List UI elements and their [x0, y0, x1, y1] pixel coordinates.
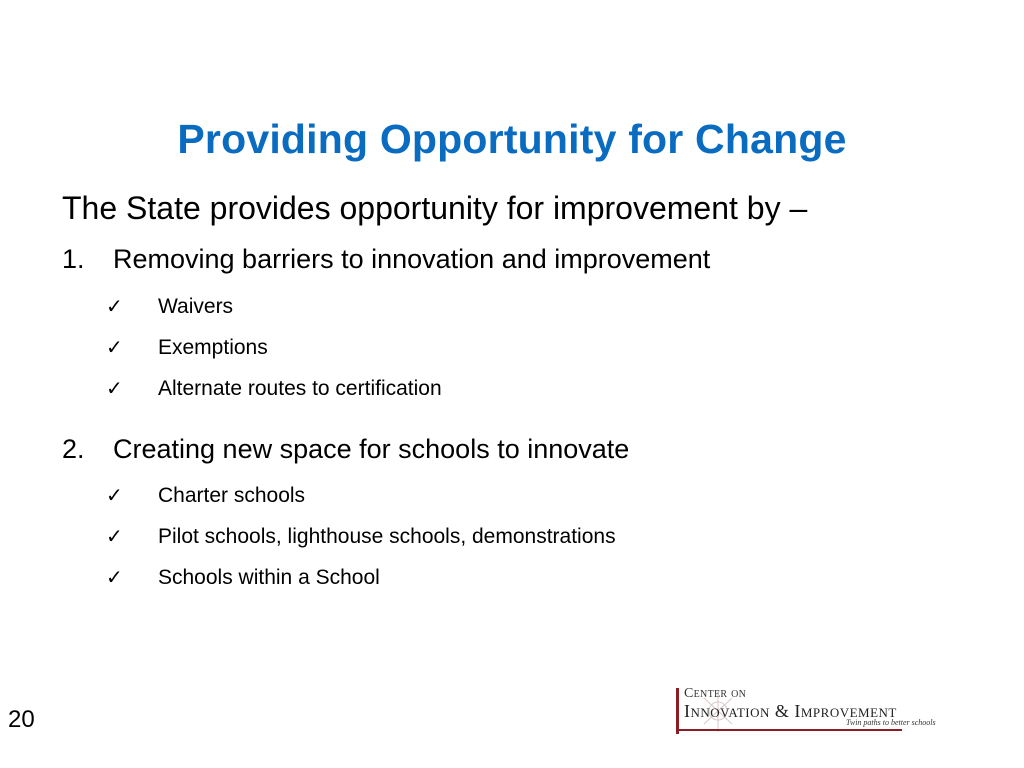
item-number: 2.: [62, 434, 85, 464]
checkmark-icon: ✓: [106, 376, 123, 400]
bullet-item: [106, 335, 268, 360]
center-logo: [670, 684, 950, 740]
checkmark-icon: ✓: [106, 483, 123, 507]
logo-underline: [676, 729, 902, 731]
logo-tagline: Twin paths to better schools: [846, 718, 936, 727]
bullet-item: [106, 483, 305, 508]
bullet-text: Exemptions: [158, 336, 268, 359]
item-heading: Removing barriers to innovation and improvement: [113, 244, 711, 274]
checkmark-icon: ✓: [106, 565, 123, 589]
checkmark-icon: ✓: [106, 294, 123, 318]
bullet-text: Alternate routes to certification: [158, 377, 442, 400]
numbered-item-2: [62, 434, 629, 465]
item-heading: Creating new space for schools to innovate: [113, 434, 630, 464]
intro-text: The State provides opportunity for improvement by –: [62, 190, 808, 226]
bullet-text: Charter schools: [158, 484, 306, 507]
bullet-text: Pilot schools, lighthouse schools, demonstrations: [158, 525, 616, 548]
bullet-text: Waivers: [158, 295, 234, 318]
bullet-item: [106, 565, 380, 590]
logo-line-2: Innovation & Improvement: [684, 701, 897, 721]
bullet-text: Schools within a School: [158, 566, 380, 589]
slide-title: Providing Opportunity for Change: [177, 116, 847, 162]
item-number: 1.: [62, 244, 85, 274]
logo-accent-bar: [676, 688, 679, 734]
logo-line-1: Center on: [684, 686, 747, 701]
bullet-item: [106, 376, 442, 401]
bullet-item: [106, 524, 616, 549]
checkmark-icon: ✓: [106, 524, 123, 548]
page-number: 20: [8, 706, 35, 733]
numbered-item-1: [62, 244, 710, 275]
bullet-item: [106, 294, 233, 319]
checkmark-icon: ✓: [106, 335, 123, 359]
